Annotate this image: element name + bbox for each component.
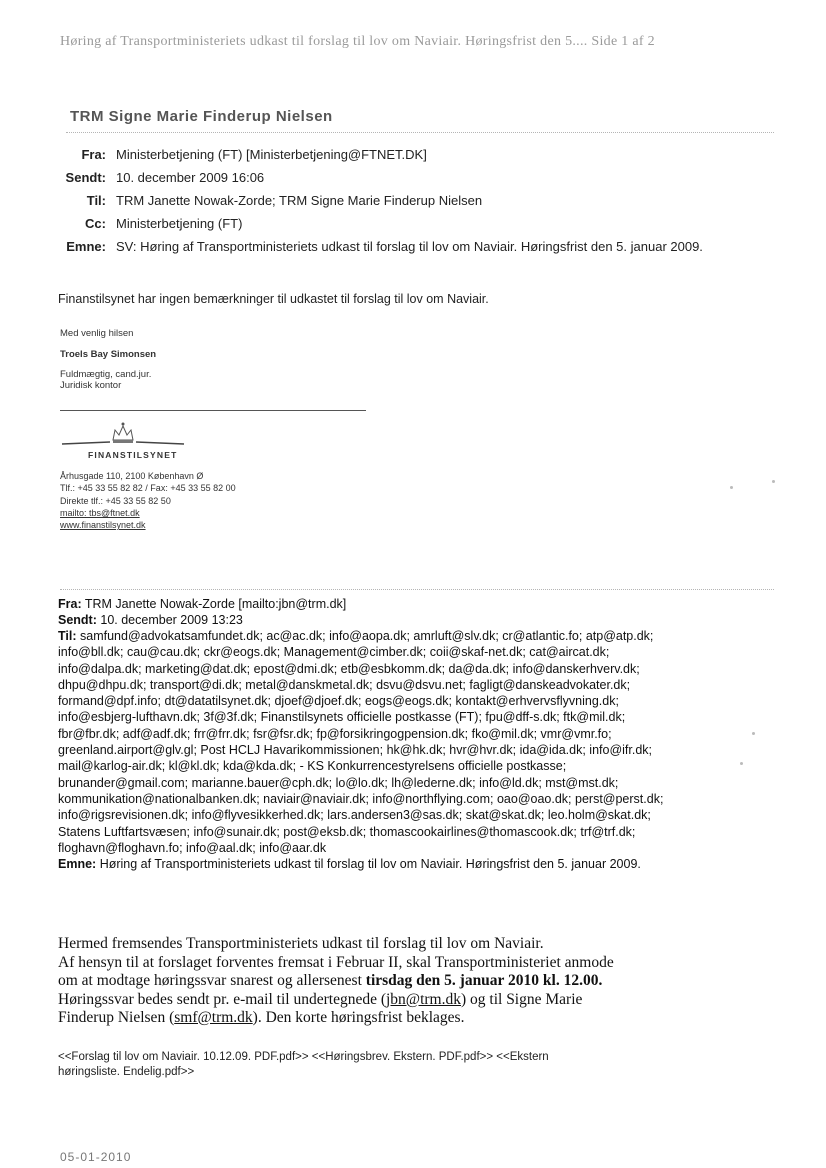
letter-line <box>58 991 778 1010</box>
email-link-jbn[interactable]: jbn@trm.dk <box>386 990 461 1008</box>
header-label: Til: <box>86 193 106 208</box>
letter-line <box>58 1009 778 1028</box>
header-value: Ministerbetjening (FT) <box>116 216 243 231</box>
fwd-subject <box>58 856 778 872</box>
sig-address: Århusgade 110, 2100 København Ø <box>60 471 204 481</box>
sender-name: TRM Signe Marie Finderup Nielsen <box>70 108 333 125</box>
fwd-from-label: Fra: <box>58 597 82 611</box>
attachment-line[interactable]: høringsliste. Endelig.pdf>> <box>58 1066 195 1078</box>
fwd-from-value: TRM Janette Nowak-Zorde [mailto:jbn@trm.dk] <box>84 597 347 611</box>
fwd-to-line: fbr@fbr.dk; adf@adf.dk; frr@frr.dk; fsr@fsr.dk; fp@forsikringogpension.dk; fko@mil.dk; vmr@vmr.fo; <box>58 726 612 741</box>
fwd-to-line: info@dalpa.dk; marketing@dat.dk; epost@dmi.dk; etb@esbkomm.dk; da@da.dk; info@danskerhverv.dk; <box>58 661 640 676</box>
fwd-to-line: dhpu@dhpu.dk; transport@di.dk; metal@danskmetal.dk; dsvu@dsvu.net; fagligt@danskeadvokater.dk; <box>58 677 631 692</box>
sig-phone: Tlf.: +45 33 55 82 82 / Fax: +45 33 55 82 00 <box>60 483 236 494</box>
attachment-line[interactable]: <<Forslag til lov om Naviair. 10.12.09. PDF.pdf>> <<Høringsbrev. Ekstern. PDF.pdf>> <<Ekstern <box>58 1051 549 1063</box>
header-divider <box>66 132 774 133</box>
sig-address-block <box>60 470 236 531</box>
fwd-to-line: info@esbjerg-lufthavn.dk; 3f@3f.dk; Finanstilsynets officielle postkasse (FT); fpu@dff-s.dk; ftk@mil.dk; <box>58 710 626 725</box>
fwd-to-value: samfund@advokatsamfundet.dk; ac@ac.dk; info@aopa.dk; amrluft@slv.dk; cr@atlantic.fo; atp@atp.dk; <box>80 629 654 643</box>
signature-rule <box>60 410 366 411</box>
letter-text: Høringssvar bedes sendt pr. e-mail til undertegnede ( <box>58 990 386 1008</box>
fwd-sent-label: Sendt: <box>58 613 97 627</box>
header-label: Sendt: <box>65 170 106 185</box>
header-value: 10. december 2009 16:06 <box>116 170 265 185</box>
sig-direct-phone: Direkte tlf.: +45 33 55 82 50 <box>60 495 171 506</box>
fwd-to-line: info@bll.dk; cau@cau.dk; ckr@eogs.dk; Management@cimber.dk; coii@skaf-net.dk; cat@aircat.dk; <box>58 645 610 660</box>
letter-line: Af hensyn til at forslaget forventes fremsat i Februar II, skal Transportministeriet anmode <box>58 953 614 971</box>
letter-text: ) og til Signe Marie <box>460 990 583 1008</box>
header-row-cc <box>58 216 758 231</box>
fwd-to-line: kommunikation@nationalbanken.dk; naviair@naviair.dk; info@northflying.com; oao@oao.dk; perst@perst.dk; <box>58 791 664 806</box>
fwd-from <box>58 596 346 612</box>
logo-text: FINANSTILSYNET <box>88 450 178 460</box>
fwd-subject-value: Høring af Transportministeriets udkast til forslag til lov om Naviair. Høringsfrist den 5. januar 2009. <box>99 857 641 872</box>
scan-speck <box>772 480 775 483</box>
fwd-to-line: greenland.airport@glv.gl; Post HCLJ Havarikommissionen; hk@hk.dk; hvr@hvr.dk; ida@ida.dk; info@ifr.dk; <box>58 743 653 758</box>
reply-body: Finanstilsynet har ingen bemærkninger til udkastet til forslag til lov om Naviair. <box>58 292 489 306</box>
letter-text: ). Den korte høringsfrist beklages. <box>252 1009 465 1026</box>
attachments <box>58 1050 549 1080</box>
header-value: TRM Janette Nowak-Zorde; TRM Signe Marie Finderup Nielsen <box>116 193 483 208</box>
letter-line: Hermed fremsendes Transportministeriets udkast til forslag til lov om Naviair. <box>58 935 544 952</box>
sig-web-link[interactable]: www.finanstilsynet.dk <box>60 520 146 531</box>
fwd-to-label: Til: <box>58 629 77 643</box>
email-link-smf[interactable]: smf@trm.dk <box>174 1009 253 1026</box>
scan-speck <box>752 732 755 735</box>
scan-speck <box>730 486 733 489</box>
sig-greeting: Med venlig hilsen <box>60 328 134 339</box>
header-label: Cc: <box>85 216 106 231</box>
crown-icon <box>60 418 190 452</box>
fwd-to <box>58 628 778 872</box>
fwd-to-line: Statens Luftfartsvæsen; info@sunair.dk; post@eksb.dk; thomascookairlines@thomascook.dk; trf@trf.dk; <box>58 824 636 839</box>
page-header: Høring af Transportministeriets udkast til forslag til lov om Naviair. Høringsfrist den 5.... Side 1 af 2 <box>60 34 655 49</box>
letter-text: om at modtage høringssvar snarest og allersenest <box>58 972 366 989</box>
header-label: Fra: <box>81 147 106 162</box>
header-row-subject <box>58 239 758 254</box>
fwd-to-line: floghavn@floghavn.fo; info@aal.dk; info@aar.dk <box>58 840 327 855</box>
fwd-subject-label: Emne: <box>58 857 97 872</box>
header-row-from <box>58 147 758 162</box>
letter-body <box>58 935 778 1028</box>
sig-dept: Juridisk kontor <box>60 380 122 391</box>
scan-speck <box>740 762 743 765</box>
header-row-to <box>58 193 758 208</box>
letter-text: Finderup Nielsen ( <box>58 1009 175 1026</box>
deadline-text: tirsdag den 5. januar 2010 kl. 12.00. <box>365 972 603 989</box>
fwd-to-line <box>58 628 778 644</box>
forward-divider <box>60 589 774 590</box>
header-label: Emne: <box>66 239 106 254</box>
letter-line <box>58 972 778 991</box>
fwd-sent-value: 10. december 2009 13:23 <box>100 613 243 627</box>
fwd-sent <box>58 612 243 628</box>
header-value: SV: Høring af Transportministeriets udkast til forslag til lov om Naviair. Høringsfrist den 5. januar 2009. <box>116 239 703 254</box>
fwd-to-line: mail@karlog-air.dk; kl@kl.dk; kda@kda.dk; - KS Konkurrencestyrelsens officielle postkasse; <box>58 759 567 774</box>
footer-date: 05-01-2010 <box>60 1150 132 1164</box>
fwd-to-line: brunander@gmail.com; marianne.bauer@cph.dk; lo@lo.dk; lh@lederne.dk; info@ld.dk; mst@mst.dk; <box>58 775 619 790</box>
fwd-to-line: formand@dpf.info; dt@datatilsynet.dk; djoef@djoef.dk; eogs@eogs.dk; kontakt@erhvervsflyvning.dk; <box>58 694 619 709</box>
sig-mailto-link[interactable]: mailto: tbs@ftnet.dk <box>60 507 140 518</box>
header-row-sent <box>58 170 758 185</box>
sig-name: Troels Bay Simonsen <box>60 349 157 360</box>
fwd-to-line: info@rigsrevisionen.dk; info@flyvesikkerhed.dk; lars.andersen3@sas.dk; skat@skat.dk; leo.holm@skat.dk; <box>58 808 651 823</box>
sig-title: Fuldmægtig, cand.jur. <box>60 369 152 380</box>
header-value: Ministerbetjening (FT) [Ministerbetjening@FTNET.DK] <box>116 147 427 162</box>
mail-headers <box>58 147 758 254</box>
